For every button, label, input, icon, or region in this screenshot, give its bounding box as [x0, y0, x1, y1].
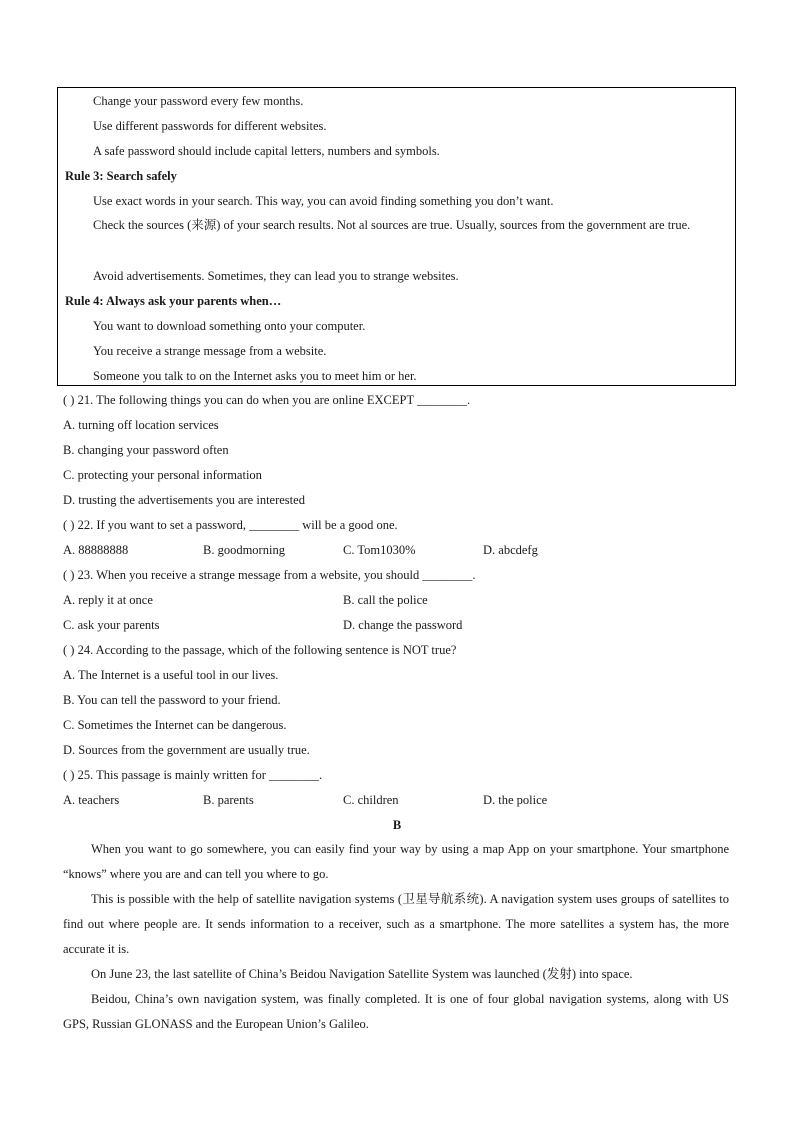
rule-4-item-2: You receive a strange message from a website. [93, 344, 327, 358]
question-25-option-b: B. parents [203, 793, 254, 807]
question-22-option-d: D. abcdefg [483, 543, 538, 557]
rule-3-item-3: Avoid advertisements. Sometimes, they can lead you to strange websites. [93, 269, 459, 283]
question-21-option-d: D. trusting the advertisements you are interested [63, 493, 305, 507]
question-24-option-d: D. Sources from the government are usually true. [63, 743, 310, 757]
question-21-stem: ( ) 21. The following things you can do when you are online EXCEPT ________. [63, 393, 471, 407]
rule-4-heading: Rule 4: Always ask your parents when… [65, 294, 282, 308]
question-23-option-d: D. change the password [343, 618, 463, 632]
section-b-paragraph-3: On June 23, the last satellite of China’s Beidou Navigation Satellite System was launched (发射) into space. [91, 967, 633, 981]
section-b-paragraph-2: This is possible with the help of satellite navigation systems (卫星导航系统). A navigation system uses groups of satellites to find out where people are. It sends information to a receiver, such as a smartphone. The more satellites a system has, the more accurate it is. [63, 892, 729, 956]
rule-3-heading: Rule 3: Search safely [65, 169, 177, 183]
question-25-option-d: D. the police [483, 793, 548, 807]
question-22-stem: ( ) 22. If you want to set a password, ________ will be a good one. [63, 518, 398, 532]
rule-4-item-1: You want to download something onto your computer. [93, 319, 366, 333]
question-24-stem: ( ) 24. According to the passage, which of the following sentence is NOT true? [63, 643, 457, 657]
question-24-option-a: A. The Internet is a useful tool in our lives. [63, 668, 279, 682]
question-21-option-a: A. turning off location services [63, 418, 219, 432]
question-22-option-c: C. Tom1030% [343, 543, 416, 557]
rule-2-item-2: Use different passwords for different websites. [93, 119, 327, 133]
question-21-option-b: B. changing your password often [63, 443, 229, 457]
rule-4-item-3: Someone you talk to on the Internet asks you to meet him or her. [93, 369, 417, 383]
question-23-stem: ( ) 23. When you receive a strange message from a website, you should ________. [63, 568, 476, 582]
rule-3-item-2: Check the sources (来源) of your search results. Not al sources are true. Usually, sources from the government are true. [93, 218, 691, 232]
rule-2-item-3: A safe password should include capital letters, numbers and symbols. [93, 144, 440, 158]
question-25-stem: ( ) 25. This passage is mainly written for ________. [63, 768, 323, 782]
section-b-paragraph-1: When you want to go somewhere, you can easily find your way by using a map App on your smartphone. Your smartphone “knows” where you are and can tell you where to go. [63, 842, 729, 881]
question-21-option-c: C. protecting your personal information [63, 468, 262, 482]
section-b-heading: B [392, 818, 402, 832]
question-23-option-c: C. ask your parents [63, 618, 160, 632]
section-b-paragraph-4: Beidou, China’s own navigation system, was finally completed. It is one of four global navigation systems, along with US GPS, Russian GLONASS and the European Union’s Galileo. [63, 992, 729, 1031]
question-23-option-a: A. reply it at once [63, 593, 153, 607]
rule-3-item-1: Use exact words in your search. This way, you can avoid finding something you don’t want. [93, 194, 554, 208]
question-22-option-a: A. 88888888 [63, 543, 129, 557]
question-23-option-b: B. call the police [343, 593, 428, 607]
question-25-option-a: A. teachers [63, 793, 120, 807]
rules-box [57, 87, 736, 386]
rule-2-item-1: Change your password every few months. [93, 94, 304, 108]
question-24-option-c: C. Sometimes the Internet can be dangerous. [63, 718, 287, 732]
question-25-option-c: C. children [343, 793, 399, 807]
question-24-option-b: B. You can tell the password to your friend. [63, 693, 281, 707]
question-22-option-b: B. goodmorning [203, 543, 285, 557]
